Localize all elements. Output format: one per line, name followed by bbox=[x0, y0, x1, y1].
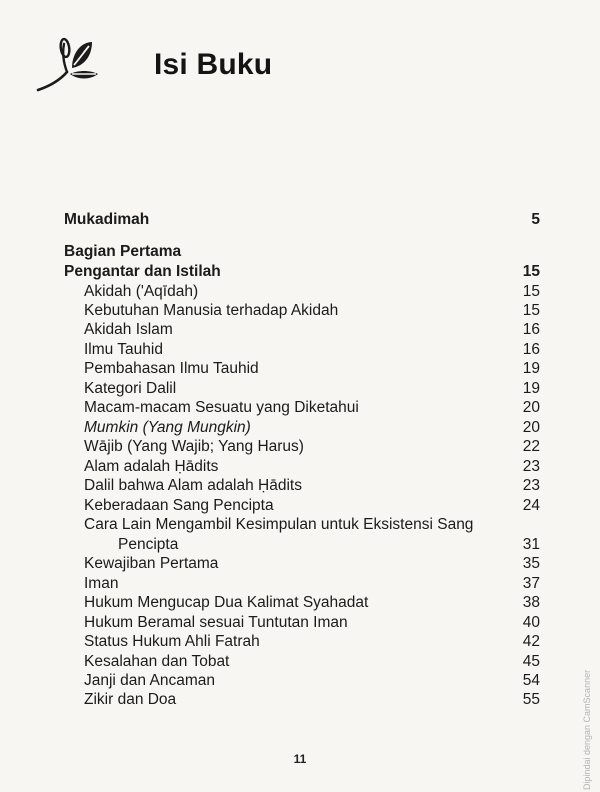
toc-page-number: 42 bbox=[522, 633, 540, 650]
part-heading: Bagian Pertama bbox=[64, 243, 182, 260]
toc-entry[interactable]: Kebutuhan Manusia terhadap Akidah bbox=[84, 302, 339, 319]
toc-entry[interactable]: Status Hukum Ahli Fatrah bbox=[84, 633, 260, 650]
toc-page-number: 45 bbox=[522, 653, 540, 670]
toc-entry[interactable]: Wājib (Yang Wajib; Yang Harus) bbox=[84, 438, 304, 455]
toc-entry[interactable]: Akidah Islam bbox=[84, 321, 173, 338]
toc-page-number: 16 bbox=[522, 321, 540, 338]
toc-entry[interactable]: Zikir dan Doa bbox=[84, 691, 177, 708]
toc-page-number: 19 bbox=[522, 360, 540, 377]
toc-entry[interactable]: Kesalahan dan Tobat bbox=[84, 653, 230, 670]
toc-entry[interactable]: Mumkin (Yang Mungkin) bbox=[84, 419, 251, 436]
toc-page-number: 38 bbox=[522, 594, 540, 611]
toc-entry[interactable]: Akidah ('Aqīdah) bbox=[84, 283, 199, 300]
toc-page-number: 23 bbox=[522, 477, 540, 494]
toc-entry-mukadimah[interactable]: Mukadimah bbox=[64, 211, 150, 228]
toc-entry[interactable]: Iman bbox=[84, 575, 119, 592]
toc-page-number: 35 bbox=[522, 555, 540, 572]
toc-page-number: 5 bbox=[531, 211, 540, 228]
toc-page-number: 24 bbox=[522, 497, 540, 514]
toc-entry[interactable]: Kewajiban Pertama bbox=[84, 555, 219, 572]
toc-entry[interactable]: Janji dan Ancaman bbox=[84, 672, 215, 689]
toc-entry[interactable]: Dalil bahwa Alam adalah Ḥādits bbox=[84, 477, 302, 494]
toc-entry[interactable]: Hukum Beramal sesuai Tuntutan Iman bbox=[84, 614, 348, 631]
toc-entry[interactable]: Ilmu Tauhid bbox=[84, 341, 163, 358]
toc-entry-continuation[interactable]: Pencipta bbox=[118, 536, 179, 553]
toc-page-number: 37 bbox=[522, 575, 540, 592]
toc-page-number: 20 bbox=[522, 419, 540, 436]
toc-entry[interactable]: Alam adalah Ḥādits bbox=[84, 458, 219, 475]
toc-page-number: 40 bbox=[522, 614, 540, 631]
toc-page-number: 23 bbox=[522, 458, 540, 475]
toc-entry[interactable]: Kategori Dalil bbox=[84, 380, 177, 397]
toc-entry[interactable]: Keberadaan Sang Pencipta bbox=[84, 497, 274, 514]
toc-entry[interactable]: Macam-macam Sesuatu yang Diketahui bbox=[84, 399, 359, 416]
toc-page-number: 31 bbox=[522, 536, 540, 553]
toc-entry[interactable]: Pembahasan Ilmu Tauhid bbox=[84, 360, 259, 377]
toc-page-number: 54 bbox=[522, 672, 540, 689]
scanner-watermark: Dipindai dengan CamScanner bbox=[582, 669, 592, 790]
toc-page-number: 15 bbox=[522, 263, 540, 280]
toc-page-number: 16 bbox=[522, 341, 540, 358]
page-title: Isi Buku bbox=[154, 48, 273, 81]
toc-page-number: 55 bbox=[522, 691, 540, 708]
toc-page-number: 15 bbox=[522, 302, 540, 319]
toc-page-number: 20 bbox=[522, 399, 540, 416]
toc-entry[interactable]: Cara Lain Mengambil Kesimpulan untuk Eksistensi Sang bbox=[84, 516, 474, 533]
toc-chapter-title[interactable]: Pengantar dan Istilah bbox=[64, 263, 221, 280]
toc-page-number: 19 bbox=[522, 380, 540, 397]
page-number: 11 bbox=[293, 752, 307, 766]
toc-page-number: 22 bbox=[522, 438, 540, 455]
toc-page-number: 15 bbox=[522, 283, 540, 300]
toc-entry[interactable]: Hukum Mengucap Dua Kalimat Syahadat bbox=[84, 594, 369, 611]
